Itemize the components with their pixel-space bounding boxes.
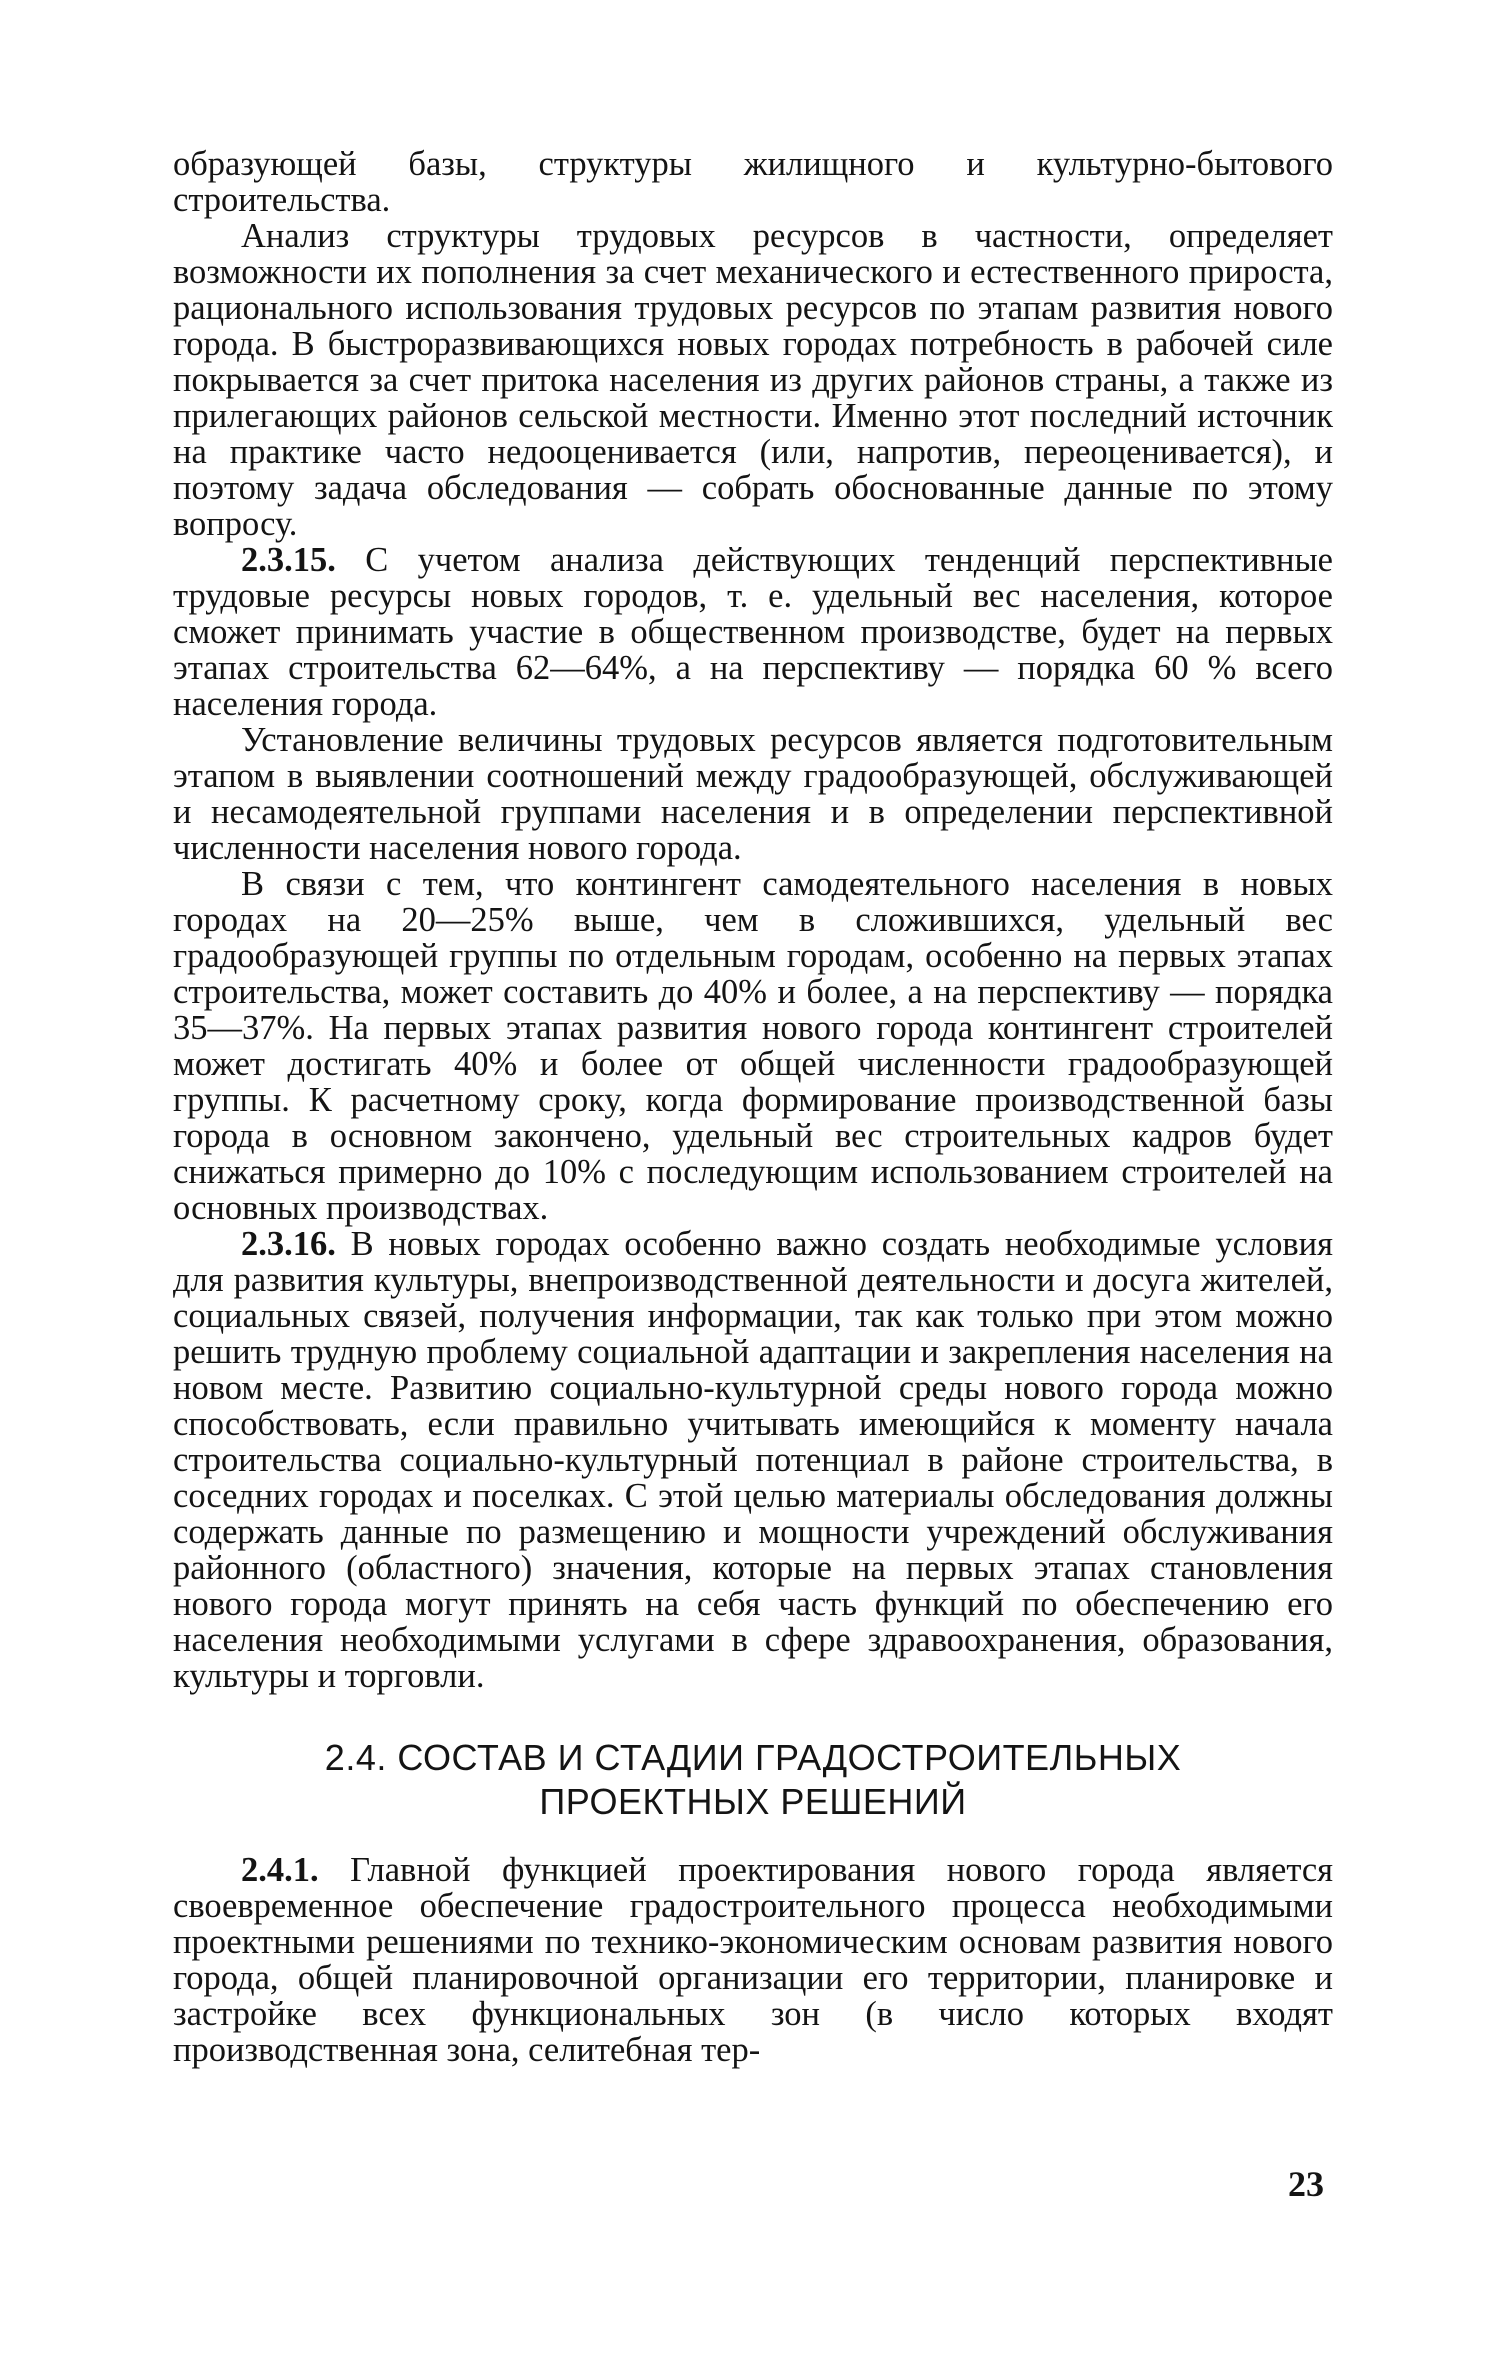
paragraph-labor-analysis bbox=[173, 218, 1333, 542]
paragraph-text: В связи с тем, что контингент самодеятельного населения в новых городах на 20—25% выше, чем в сложившихся, удельный вес градообразующей группы по отдельным городам, особенно на первых этапах строительства, может составить до 40% и более, а на перспективу — порядка 35—37%. На первых этапах развития нового города контингент строителей может достигать 40% и более от общей численности градообразующей группы. К расчетному сроку, когда формирование производственной базы города в основном закончено, удельный вес строительных кадров будет снижаться примерно до 10% с последующим использованием строителей на основных производствах. bbox=[173, 865, 1333, 1227]
paragraph-text: Установление величины трудовых ресурсов является подготовительным этапом в выявлении соотношений между градообразующей, обслуживающей и несамодеятельной группами населения и в определении перспективной численности населения нового города. bbox=[173, 721, 1333, 867]
paragraph-number: 2.3.16. bbox=[241, 1225, 336, 1263]
paragraph-number: 2.4.1. bbox=[241, 1851, 319, 1889]
page-number: 23 bbox=[1288, 2164, 1324, 2204]
paragraph-text: С учетом анализа действующих тенденций перспективные трудовые ресурсы новых городов, т. е. удельный вес населения, которое сможет принимать участие в общественном производстве, будет на первых этапах строительства 62—64%, а на перспективу — порядка 60 % всего населения города. bbox=[173, 541, 1333, 723]
paragraph-continuation bbox=[173, 146, 1333, 218]
page-text bbox=[173, 146, 1333, 2068]
paragraph-text: Анализ структуры трудовых ресурсов в частности, определяет возможности их пополнения за счет механического и естественного прироста, рационального использования трудовых ресурсов по этапам развития нового города. В быстроразвивающихся новых городах потребность в рабочей силе покрывается за счет притока населения из других районов страны, а также из прилегающих районов сельской местности. Именно этот последний источник на практике часто недооценивается (или, напротив, переоценивается), и поэтому задача обследования — собрать обоснованные данные по этому вопросу. bbox=[173, 217, 1333, 543]
paragraph-city-forming-group bbox=[173, 866, 1333, 1226]
paragraph-labor-value bbox=[173, 722, 1333, 866]
paragraph-2-3-15 bbox=[173, 542, 1333, 722]
paragraph-text: образующей базы, структуры жилищного и культурно-бытового строительства. bbox=[173, 145, 1333, 219]
paragraph-text: В новых городах особенно важно создать необходимые условия для развития культуры, внепроизводственной деятельности и досуга жителей, социальных связей, получения информации, так как только при этом можно решить трудную проблему социальной адаптации и закрепления населения на новом месте. Развитию социально-культурной среды нового города можно способствовать, если правильно учитывать имеющийся к моменту начала строительства социально-культурный потенциал в районе строительства, в соседних городах и поселках. С этой целью материалы обследования должны содержать данные по размещению и мощности учреждений обслуживания районного (областного) значения, которые на первых этапах становления нового города могут принять на себя часть функций по обеспечению его населения необходимыми услугами в сфере здравоохранения, образования, культуры и торговли. bbox=[173, 1225, 1333, 1695]
section-heading-line-2: ПРОЕКТНЫХ РЕШЕНИЙ bbox=[539, 1781, 967, 1822]
section-heading-line-1: 2.4. СОСТАВ И СТАДИИ ГРАДОСТРОИТЕЛЬНЫХ bbox=[324, 1737, 1182, 1778]
section-heading bbox=[173, 1736, 1333, 1824]
paragraph-text: Главной функцией проектирования нового города является своевременное обеспечение градостроительного процесса необходимыми проектными решениями по технико-экономическим основам развития нового города, общей планировочной организации его территории, планировке и застройке всех функциональных зон (в число которых входят производственная зона, селитебная тер- bbox=[173, 1851, 1334, 2069]
paragraph-number: 2.3.15. bbox=[241, 541, 336, 579]
paragraph-2-3-16 bbox=[173, 1226, 1333, 1694]
paragraph-2-4-1 bbox=[173, 1852, 1333, 2068]
